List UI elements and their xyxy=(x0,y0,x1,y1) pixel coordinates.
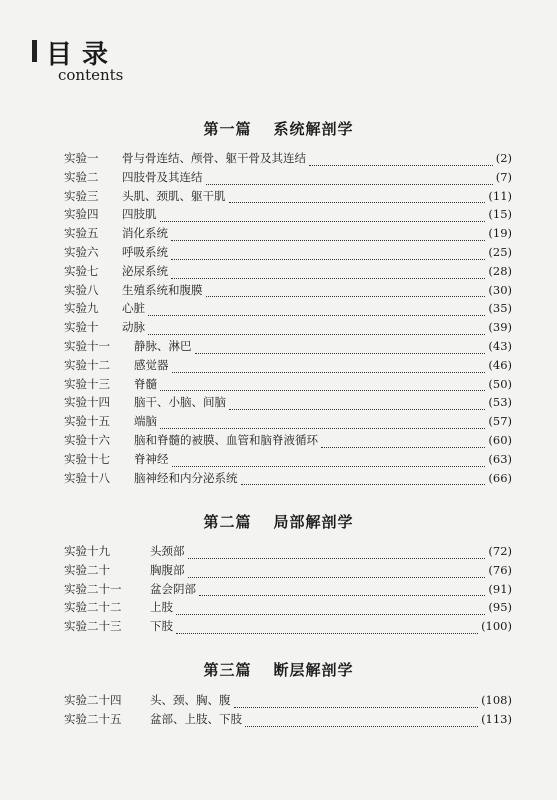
toc-entry[interactable] xyxy=(64,376,512,395)
entry-label: 实验二 xyxy=(64,169,99,184)
entry-page-number: (46) xyxy=(488,357,512,372)
leader-dots xyxy=(171,277,485,279)
toc-entry[interactable] xyxy=(64,357,512,376)
toc-entry[interactable] xyxy=(64,282,512,301)
leader-dots xyxy=(245,725,478,727)
entry-title: 呼吸系统 xyxy=(122,244,168,259)
entry-title: 动脉 xyxy=(122,320,145,335)
leader-dots xyxy=(172,465,486,467)
leader-dots xyxy=(171,239,485,241)
leader-dots xyxy=(172,371,486,373)
entry-page-number: (53) xyxy=(488,395,512,410)
entry-label: 实验十八 xyxy=(64,470,110,485)
leader-dots xyxy=(160,427,485,429)
toc-section-1 xyxy=(64,150,512,488)
toc-entry[interactable] xyxy=(64,244,512,263)
entry-page-number: (25) xyxy=(488,244,512,259)
entry-page-number: (30) xyxy=(488,282,512,297)
leader-dots xyxy=(241,483,486,485)
entry-label: 实验十七 xyxy=(64,451,110,466)
entry-title: 胸腹部 xyxy=(150,562,185,577)
entry-page-number: (28) xyxy=(488,263,512,278)
entry-page-number: (19) xyxy=(488,226,512,241)
entry-page-number: (50) xyxy=(488,376,512,391)
entry-title: 四肢肌 xyxy=(122,207,157,222)
toc-entry[interactable] xyxy=(64,300,512,319)
entry-page-number: (39) xyxy=(488,320,512,335)
leader-dots xyxy=(229,201,486,203)
part-name: 局部解剖学 xyxy=(273,513,354,531)
entry-label: 实验十五 xyxy=(64,414,110,429)
toc-entry[interactable] xyxy=(64,618,512,637)
entry-label: 实验二十 xyxy=(64,562,110,577)
entry-title: 泌尿系统 xyxy=(122,263,168,278)
entry-title: 消化系统 xyxy=(122,226,168,241)
toc-section-2 xyxy=(64,543,512,637)
leader-dots xyxy=(160,389,485,391)
toc-entry[interactable] xyxy=(64,543,512,562)
entry-title: 脊神经 xyxy=(134,451,169,466)
leader-dots xyxy=(188,557,486,559)
entry-label: 实验七 xyxy=(64,263,99,278)
entry-title: 心脏 xyxy=(122,301,145,316)
entry-page-number: (63) xyxy=(488,451,512,466)
leader-dots xyxy=(148,333,485,335)
entry-page-number: (60) xyxy=(488,432,512,447)
page-title: 目录 xyxy=(46,40,119,70)
toc-entry[interactable] xyxy=(64,394,512,413)
toc-entry[interactable] xyxy=(64,338,512,357)
entry-label: 实验九 xyxy=(64,301,99,316)
entry-title: 骨与骨连结、颅骨、躯干骨及其连结 xyxy=(122,151,306,165)
entry-title: 端脑 xyxy=(134,414,157,429)
entry-label: 实验二十五 xyxy=(64,711,122,726)
leader-dots xyxy=(234,706,479,708)
part-heading-2 xyxy=(0,511,557,532)
entry-label: 实验十 xyxy=(64,320,99,335)
entry-page-number: (15) xyxy=(488,207,512,222)
entry-title: 下肢 xyxy=(150,619,173,634)
entry-label: 实验二十三 xyxy=(64,619,122,634)
leader-dots xyxy=(195,352,486,354)
toc-entry[interactable] xyxy=(64,692,512,711)
toc-entry[interactable] xyxy=(64,263,512,282)
leader-dots xyxy=(160,220,486,222)
entry-page-number: (7) xyxy=(495,169,512,184)
toc-entry[interactable] xyxy=(64,150,512,169)
entry-title: 头肌、颈肌、躯干肌 xyxy=(122,188,226,203)
entry-title: 静脉、淋巴 xyxy=(134,338,192,353)
toc-entry[interactable] xyxy=(64,432,512,451)
toc-entry[interactable] xyxy=(64,319,512,338)
toc-entry[interactable] xyxy=(64,711,512,730)
entry-label: 实验二十四 xyxy=(64,693,122,707)
entry-title: 上肢 xyxy=(150,600,173,615)
entry-label: 实验四 xyxy=(64,207,99,222)
part-number: 第一篇 xyxy=(203,120,252,138)
leader-dots xyxy=(176,613,485,615)
entry-label: 实验二十二 xyxy=(64,600,122,615)
entry-label: 实验三 xyxy=(64,188,99,203)
entry-page-number: (100) xyxy=(481,619,512,634)
entry-page-number: (2) xyxy=(495,151,512,165)
toc-entry[interactable] xyxy=(64,413,512,432)
entry-page-number: (35) xyxy=(488,301,512,316)
entry-page-number: (11) xyxy=(488,188,512,203)
entry-label: 实验一 xyxy=(64,151,99,165)
entry-title: 感觉器 xyxy=(134,357,169,372)
part-heading-3 xyxy=(0,659,557,680)
entry-label: 实验十四 xyxy=(64,395,110,410)
toc-entry[interactable] xyxy=(64,188,512,207)
part-number: 第二篇 xyxy=(203,513,252,531)
entry-label: 实验十六 xyxy=(64,432,110,447)
entry-title: 四肢骨及其连结 xyxy=(122,169,203,184)
entry-page-number: (76) xyxy=(488,562,512,577)
entry-label: 实验十一 xyxy=(64,338,110,353)
entry-page-number: (108) xyxy=(481,693,512,707)
leader-dots xyxy=(171,258,485,260)
leader-dots xyxy=(188,576,486,578)
part-name: 断层解剖学 xyxy=(273,661,354,679)
entry-page-number: (43) xyxy=(488,338,512,353)
entry-label: 实验十二 xyxy=(64,357,110,372)
entry-page-number: (95) xyxy=(488,600,512,615)
entry-label: 实验八 xyxy=(64,282,99,297)
entry-label: 实验十九 xyxy=(64,544,110,558)
entry-label: 实验二十一 xyxy=(64,581,122,596)
entry-title: 脊髓 xyxy=(134,376,157,391)
leader-dots xyxy=(176,632,478,634)
page-subtitle: contents xyxy=(58,66,124,84)
toc-entry[interactable] xyxy=(64,169,512,188)
part-name: 系统解剖学 xyxy=(273,120,354,138)
toc-entry[interactable] xyxy=(64,206,512,225)
entry-label: 实验六 xyxy=(64,244,99,259)
toc-section-3 xyxy=(64,692,512,730)
entry-page-number: (72) xyxy=(488,544,512,558)
entry-label: 实验十三 xyxy=(64,376,110,391)
toc-entry[interactable] xyxy=(64,599,512,618)
leader-dots xyxy=(321,446,485,448)
entry-title: 盆部、上肢、下肢 xyxy=(150,711,242,726)
entry-title: 盆会阴部 xyxy=(150,581,196,596)
leader-dots xyxy=(206,295,486,297)
leader-dots xyxy=(229,408,485,410)
toc-entry[interactable] xyxy=(64,225,512,244)
leader-dots xyxy=(206,183,493,185)
entry-page-number: (66) xyxy=(488,470,512,485)
leader-dots xyxy=(309,164,493,166)
leader-dots xyxy=(148,314,485,316)
entry-title: 脑和脊髓的被膜、血管和脑脊液循环 xyxy=(134,432,318,447)
header-bar-decoration xyxy=(32,40,37,62)
entry-title: 头、颈、胸、腹 xyxy=(150,693,231,707)
toc-entry[interactable] xyxy=(64,470,512,489)
entry-title: 脑神经和内分泌系统 xyxy=(134,470,238,485)
toc-entry[interactable] xyxy=(64,562,512,581)
part-heading-1 xyxy=(0,118,557,139)
entry-page-number: (113) xyxy=(481,711,512,726)
entry-page-number: (57) xyxy=(488,414,512,429)
entry-title: 生殖系统和腹膜 xyxy=(122,282,203,297)
entry-title: 脑干、小脑、间脑 xyxy=(134,395,226,410)
toc-entry[interactable] xyxy=(64,451,512,470)
part-number: 第三篇 xyxy=(203,661,252,679)
entry-label: 实验五 xyxy=(64,226,99,241)
entry-title: 头颈部 xyxy=(150,544,185,558)
leader-dots xyxy=(199,594,485,596)
toc-entry[interactable] xyxy=(64,581,512,600)
entry-page-number: (91) xyxy=(488,581,512,596)
